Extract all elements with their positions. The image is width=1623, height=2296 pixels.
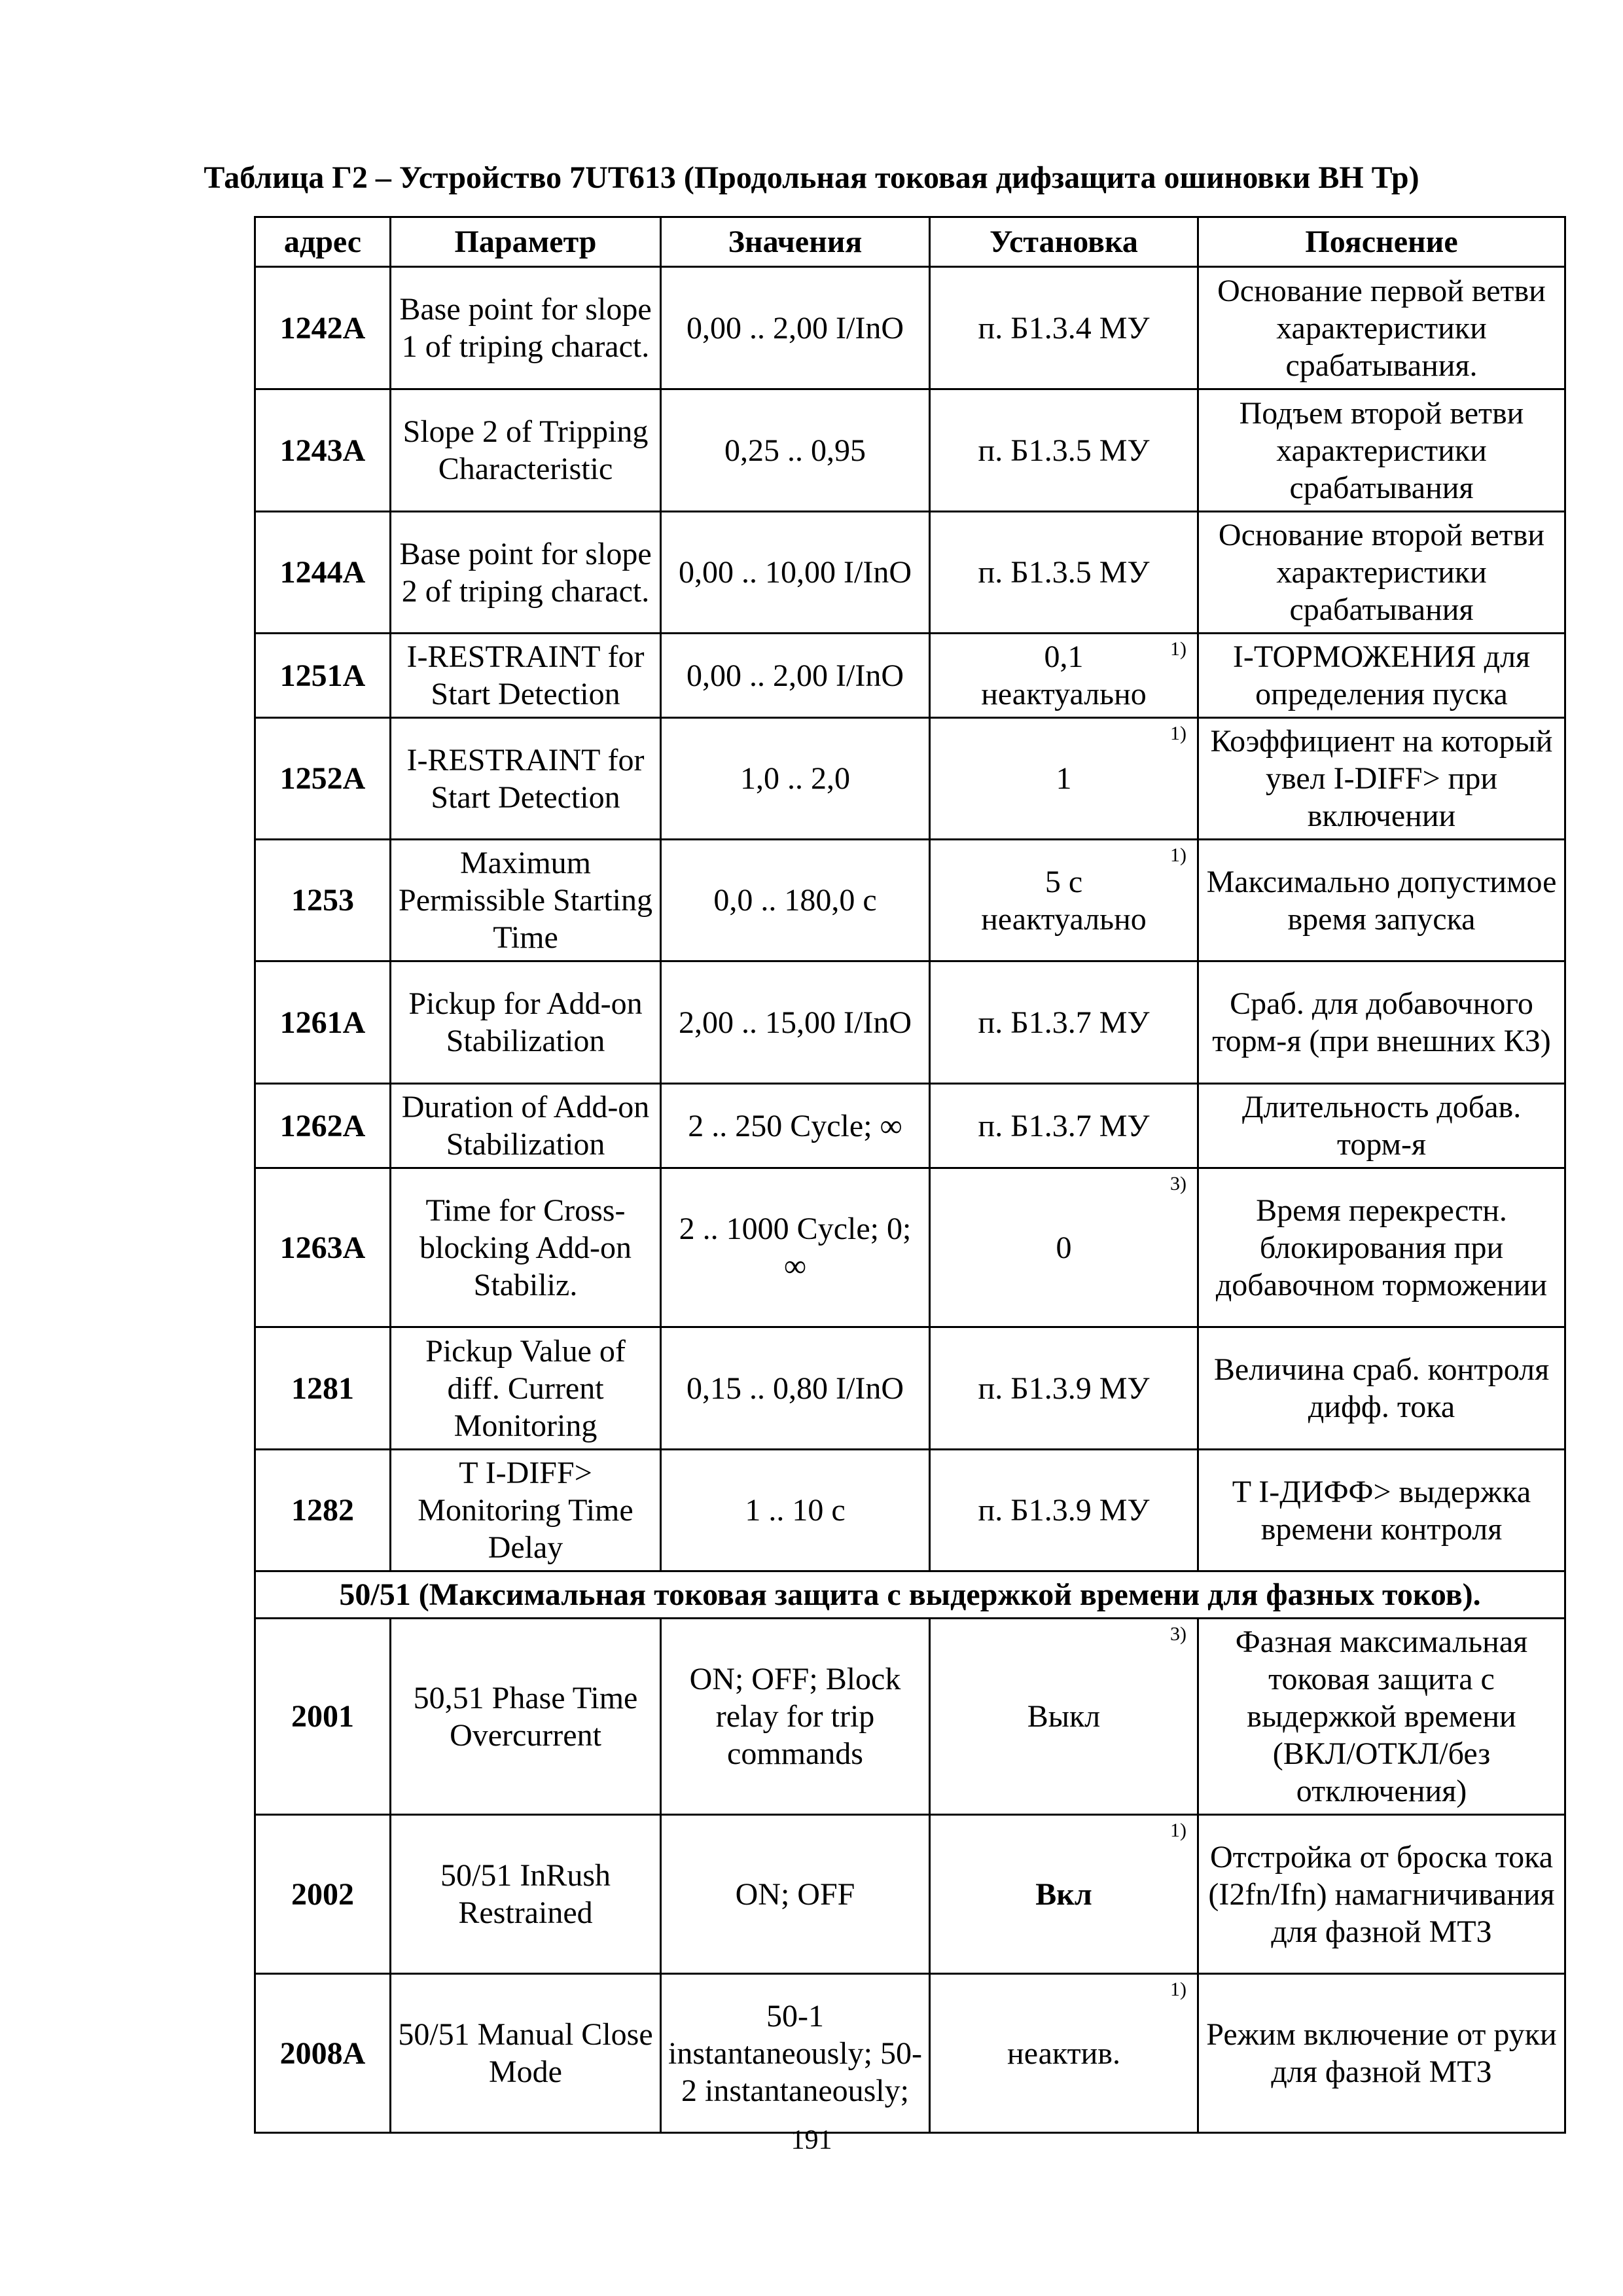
footnote-mark: 1)	[1170, 723, 1186, 744]
table-row	[255, 1619, 1565, 1815]
setting-text: 5 с неактуально	[981, 864, 1147, 937]
cell-parameter: Time for Cross-blocking Add-on Stabiliz.	[391, 1168, 661, 1327]
cell-setting	[930, 1974, 1198, 2133]
cell-values: 2,00 .. 15,00 I/InO	[661, 961, 930, 1084]
cell-parameter: 50/51 InRush Restrained	[391, 1815, 661, 1974]
table-row	[255, 1450, 1565, 1571]
cell-values: ON; OFF	[661, 1815, 930, 1974]
cell-setting	[930, 1619, 1198, 1815]
setting-text: 0	[1056, 1230, 1072, 1265]
cell-setting	[930, 389, 1198, 512]
footnote-mark: 1)	[1170, 1820, 1186, 1841]
page-number: 191	[791, 2125, 832, 2155]
cell-values: 0,00 .. 2,00 I/InO	[661, 634, 930, 718]
cell-values: 0,0 .. 180,0 с	[661, 840, 930, 961]
cell-explanation: Фазная максимальная токовая защита с выдержкой времени (ВКЛ/ОТКЛ/без отключения)	[1198, 1619, 1565, 1815]
table-row	[255, 718, 1565, 840]
setting-text: п. Б1.3.4 МУ	[978, 310, 1150, 346]
cell-explanation: Время перекрестн. блокирования при добавочном торможении	[1198, 1168, 1565, 1327]
footnote-mark: 3)	[1170, 1623, 1186, 1645]
cell-explanation: Величина сраб. контроля дифф. тока	[1198, 1327, 1565, 1450]
cell-parameter: T I-DIFF> Monitoring Time Delay	[391, 1450, 661, 1571]
footnote-mark: 1)	[1170, 844, 1186, 866]
header-row	[255, 217, 1565, 267]
setting-text: неактив.	[1007, 2036, 1120, 2071]
cell-setting	[930, 961, 1198, 1084]
footnote-mark: 3)	[1170, 1173, 1186, 1194]
section-row	[255, 1571, 1565, 1619]
cell-address: 1262A	[255, 1084, 391, 1168]
cell-setting	[930, 1815, 1198, 1974]
cell-parameter: Base point for slope 1 of triping charact.	[391, 267, 661, 389]
footnote-mark: 1)	[1170, 638, 1186, 660]
setting-text: п. Б1.3.9 МУ	[978, 1493, 1150, 1528]
table-row	[255, 1084, 1565, 1168]
cell-setting	[930, 1168, 1198, 1327]
cell-address: 1253	[255, 840, 391, 961]
cell-explanation: Сраб. для добавочного торм-я (при внешних КЗ)	[1198, 961, 1565, 1084]
cell-address: 1243A	[255, 389, 391, 512]
cell-setting	[930, 840, 1198, 961]
cell-address: 1251A	[255, 634, 391, 718]
cell-explanation: Основание второй ветви характеристики срабатывания	[1198, 512, 1565, 634]
cell-setting	[930, 1450, 1198, 1571]
setting-text: п. Б1.3.5 МУ	[978, 433, 1150, 468]
cell-explanation: Длительность добав. торм-я	[1198, 1084, 1565, 1168]
cell-parameter: Base point for slope 2 of triping charact.	[391, 512, 661, 634]
cell-parameter: Slope 2 of Tripping Characteristic	[391, 389, 661, 512]
cell-setting	[930, 512, 1198, 634]
cell-setting	[930, 1327, 1198, 1450]
cell-parameter: 50,51 Phase Time Overcurrent	[391, 1619, 661, 1815]
cell-values: 0,15 .. 0,80 I/InO	[661, 1327, 930, 1450]
cell-explanation: T I-ДИФФ> выдержка времени контроля	[1198, 1450, 1565, 1571]
cell-explanation: Отстройка от броска тока (I2fn/Ifn) намагничивания для фазной МТЗ	[1198, 1815, 1565, 1974]
cell-explanation: Коэффициент на который увел I-DIFF> при включении	[1198, 718, 1565, 840]
table-row	[255, 840, 1565, 961]
cell-explanation: Максимально допустимое время запуска	[1198, 840, 1565, 961]
cell-explanation: Подъем второй ветви характеристики срабатывания	[1198, 389, 1565, 512]
setting-text: п. Б1.3.5 МУ	[978, 555, 1150, 590]
header-values: Значения	[661, 217, 930, 267]
cell-values: 1,0 .. 2,0	[661, 718, 930, 840]
header-setting: Установка	[930, 217, 1198, 267]
cell-parameter: 50/51 Manual Close Mode	[391, 1974, 661, 2133]
table-row	[255, 1327, 1565, 1450]
cell-address: 1261A	[255, 961, 391, 1084]
cell-values: 1 .. 10 с	[661, 1450, 930, 1571]
cell-parameter: Pickup for Add-on Stabilization	[391, 961, 661, 1084]
cell-address: 2001	[255, 1619, 391, 1815]
cell-address: 1252A	[255, 718, 391, 840]
cell-parameter: Duration of Add-on Stabilization	[391, 1084, 661, 1168]
section-title: 50/51 (Максимальная токовая защита с выдержкой времени для фазных токов).	[255, 1571, 1565, 1619]
header-explanation: Пояснение	[1198, 217, 1565, 267]
cell-setting	[930, 1084, 1198, 1168]
cell-values: 2 .. 1000 Cycle; 0; ∞	[661, 1168, 930, 1327]
cell-explanation: I-ТОРМОЖЕНИЯ для определения пуска	[1198, 634, 1565, 718]
cell-values: 50-1 instantaneously; 50-2 instantaneously;	[661, 1974, 930, 2133]
header-address: адрес	[255, 217, 391, 267]
cell-values: 2 .. 250 Cycle; ∞	[661, 1084, 930, 1168]
cell-values: ON; OFF; Block relay for trip commands	[661, 1619, 930, 1815]
table-row	[255, 1815, 1565, 1974]
cell-address: 1242A	[255, 267, 391, 389]
table-title: Таблица Г2 – Устройство 7UT613 (Продольная токовая дифзащита ошиновки ВН Тр)	[204, 160, 1419, 195]
cell-address: 1244A	[255, 512, 391, 634]
cell-values: 0,25 .. 0,95	[661, 389, 930, 512]
cell-values: 0,00 .. 10,00 I/InO	[661, 512, 930, 634]
cell-address: 2008A	[255, 1974, 391, 2133]
setting-text: 0,1 неактуально	[981, 639, 1147, 711]
table-row	[255, 267, 1565, 389]
setting-text: п. Б1.3.7 МУ	[978, 1108, 1150, 1143]
table-row	[255, 634, 1565, 718]
cell-address: 2002	[255, 1815, 391, 1974]
table-row	[255, 389, 1565, 512]
setting-text: 1	[1056, 761, 1072, 796]
cell-explanation: Режим включение от руки для фазной МТЗ	[1198, 1974, 1565, 2133]
setting-text: п. Б1.3.9 МУ	[978, 1371, 1150, 1406]
footnote-mark: 1)	[1170, 1979, 1186, 2000]
setting-text: Выкл	[1027, 1699, 1101, 1734]
cell-parameter: I-RESTRAINT for Start Detection	[391, 634, 661, 718]
cell-setting	[930, 634, 1198, 718]
table-row	[255, 1168, 1565, 1327]
table-row	[255, 512, 1565, 634]
cell-values: 0,00 .. 2,00 I/InO	[661, 267, 930, 389]
cell-parameter: Maximum Permissible Starting Time	[391, 840, 661, 961]
setting-text: п. Б1.3.7 МУ	[978, 1005, 1150, 1040]
cell-parameter: Pickup Value of diff. Current Monitoring	[391, 1327, 661, 1450]
setting-text: Вкл	[1035, 1876, 1092, 1912]
settings-table	[254, 216, 1566, 2134]
cell-address: 1281	[255, 1327, 391, 1450]
cell-setting	[930, 267, 1198, 389]
header-parameter: Параметр	[391, 217, 661, 267]
cell-address: 1282	[255, 1450, 391, 1571]
table-row	[255, 1974, 1565, 2133]
cell-parameter: I-RESTRAINT for Start Detection	[391, 718, 661, 840]
cell-setting	[930, 718, 1198, 840]
cell-explanation: Основание первой ветви характеристики срабатывания.	[1198, 267, 1565, 389]
table-row	[255, 961, 1565, 1084]
cell-address: 1263A	[255, 1168, 391, 1327]
